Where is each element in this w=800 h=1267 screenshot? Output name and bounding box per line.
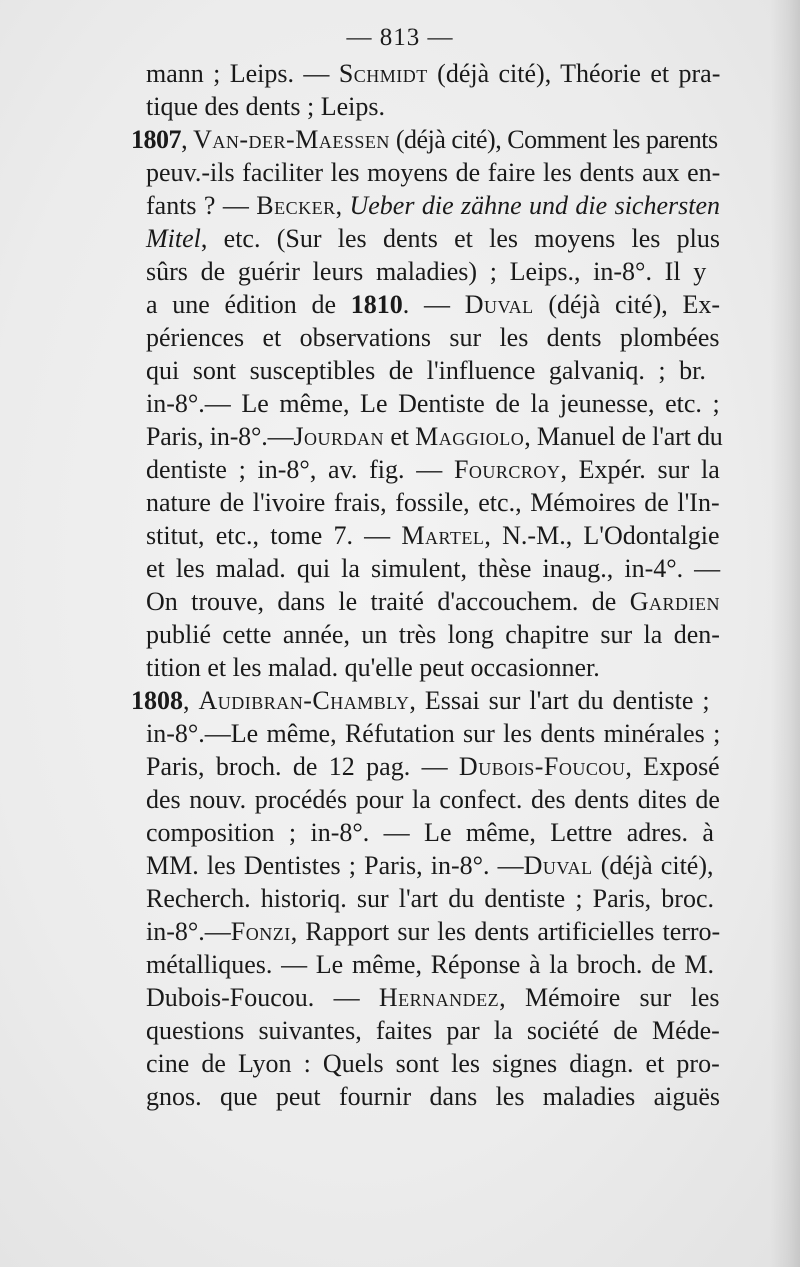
- author-name: Hernandez: [378, 983, 500, 1012]
- year-heading: 1808: [131, 686, 183, 715]
- text-run: in-8°.—: [146, 917, 231, 946]
- text-line: [146, 157, 720, 189]
- text-line: [146, 256, 706, 288]
- text-run: fants ? —: [146, 191, 257, 220]
- text-run: , Rapport sur les dents artificielles terro-: [290, 917, 721, 946]
- text-line: [146, 1015, 720, 1047]
- text-run: Recherch. historiq. sur l'art du dentiste ; Paris, broc.: [146, 884, 715, 913]
- text-run: (déjà cité),: [592, 851, 714, 880]
- text-run: , N.-M., L'Odontalgie: [484, 521, 720, 550]
- text-run: gnos. que peut fournir dans les maladies aiguës: [146, 1082, 720, 1111]
- text-run: in-8°.—Le même, Réfutation sur les dents minérales ;: [146, 719, 721, 748]
- text-line: [146, 91, 385, 123]
- text-line: [146, 355, 706, 387]
- title-italic: Mitel: [146, 224, 201, 253]
- text-line: [146, 586, 720, 618]
- text-line: [146, 553, 720, 585]
- text-line: [146, 850, 714, 882]
- text-line: [146, 289, 720, 321]
- text-run: questions suivantes, faites par la société de Méde-: [146, 1016, 720, 1045]
- text-run: (déjà cité), Théorie et pra-: [427, 59, 721, 88]
- text-line: [146, 883, 714, 915]
- text-run: mann ; Leips. —: [146, 59, 339, 88]
- text-run: , Expér. sur la: [560, 455, 720, 484]
- text-run: dentiste ; in-8°, av. fig. —: [146, 455, 454, 484]
- text-line: [146, 982, 720, 1014]
- text-run: Paris, in-8°.—: [146, 422, 294, 451]
- text-line: [146, 916, 720, 948]
- text-line: [146, 652, 600, 684]
- author-name: Duval: [523, 851, 593, 880]
- text-run: , Essai sur l'art du dentiste ;: [409, 686, 710, 715]
- text-run: , Manuel de l'art du: [524, 422, 723, 451]
- text-run: , Mémoire sur les: [499, 983, 720, 1012]
- text-run: ,: [181, 125, 194, 154]
- author-name: Jourdan: [293, 422, 385, 451]
- text-run: périences et observations sur les dents plombées: [146, 323, 720, 352]
- text-line: [146, 619, 720, 651]
- text-run: et les malad. qui la simulent, thèse inaug., in-4°. —: [146, 554, 721, 583]
- text-run: métalliques. — Le même, Réponse à la broch. de M.: [146, 950, 715, 979]
- text-line: [131, 685, 710, 717]
- text-line: [146, 949, 714, 981]
- title-italic: Ueber die zähne und die sichersten: [349, 191, 721, 220]
- author-name: Dubois-Foucou: [458, 752, 626, 781]
- author-name: Martel: [401, 521, 485, 550]
- text-run: , Exposé: [625, 752, 720, 781]
- author-name: Fonzi: [230, 917, 291, 946]
- text-run: composition ; in-8°. — Le même, Lettre adres. à: [146, 818, 714, 847]
- text-line: [146, 454, 720, 486]
- text-run: sûrs de guérir leurs maladies) ; Leips., in-8°. Il y: [146, 257, 707, 286]
- text-line: [146, 1048, 720, 1080]
- text-line: [146, 223, 720, 255]
- text-run: tition et les malad. qu'elle peut occasionner.: [146, 653, 600, 682]
- text-run: des nouv. procédés pour la confect. des dents dites de: [146, 785, 720, 814]
- author-name: Fourcroy: [453, 455, 561, 484]
- text-run: stitut, etc., tome 7. —: [146, 521, 402, 550]
- text-run: . —: [402, 290, 465, 319]
- text-run: ,: [183, 686, 199, 715]
- text-run: (déjà cité), Ex-: [533, 290, 720, 319]
- text-run: peuv.-ils faciliter les moyens de faire les dents aux en-: [146, 158, 721, 187]
- text-run: Dubois-Foucou. —: [146, 983, 379, 1012]
- author-name: Schmidt: [338, 59, 428, 88]
- text-line: [146, 520, 720, 552]
- text-run: , etc. (Sur les dents et les moyens les plus: [200, 224, 720, 253]
- author-name: Van-der-Maessen: [193, 125, 390, 154]
- text-line: [146, 58, 720, 90]
- text-line: [146, 421, 723, 453]
- text-line: [131, 124, 718, 156]
- text-run: cine de Lyon : Quels sont les signes diagn. et pro-: [146, 1049, 720, 1078]
- text-line: [146, 322, 720, 354]
- year-heading: 1810: [350, 290, 403, 319]
- author-name: Duval: [464, 290, 534, 319]
- text-run: tique des dents ; Leips.: [146, 92, 386, 121]
- page-number: — 813 —: [346, 24, 454, 51]
- text-line: [146, 817, 714, 849]
- year-heading: 1807: [131, 125, 182, 154]
- author-name: Gardien: [629, 587, 720, 616]
- text-run: a une édition de: [146, 290, 351, 319]
- text-line: [146, 1081, 720, 1113]
- text-line: [146, 718, 720, 750]
- text-run: ,: [335, 191, 350, 220]
- text-run: MM. les Dentistes ; Paris, in-8°. —: [146, 851, 524, 880]
- text-line: [146, 190, 720, 222]
- text-run: nature de l'ivoire frais, fossile, etc., Mémoires de l'In-: [146, 488, 720, 517]
- text-run: et: [384, 422, 416, 451]
- text-run: publié cette année, un très long chapitre sur la den-: [146, 620, 720, 649]
- text-run: (déjà cité), Comment les parents: [389, 125, 718, 154]
- text-line: [146, 388, 720, 420]
- author-name: Becker: [256, 191, 336, 220]
- text-run: qui sont susceptibles de l'influence galvaniq. ; br.: [146, 356, 706, 385]
- text-line: [146, 487, 720, 519]
- author-name: Maggiolo: [415, 422, 525, 451]
- text-run: On trouve, dans le traité d'accouchem. de: [146, 587, 630, 616]
- text-run: Paris, broch. de 12 pag. —: [146, 752, 459, 781]
- text-line: [146, 784, 720, 816]
- text-line: [146, 751, 720, 783]
- text-run: in-8°.— Le même, Le Dentiste de la jeunesse, etc. ;: [146, 389, 720, 418]
- author-name: Audibran-Chambly: [198, 686, 410, 715]
